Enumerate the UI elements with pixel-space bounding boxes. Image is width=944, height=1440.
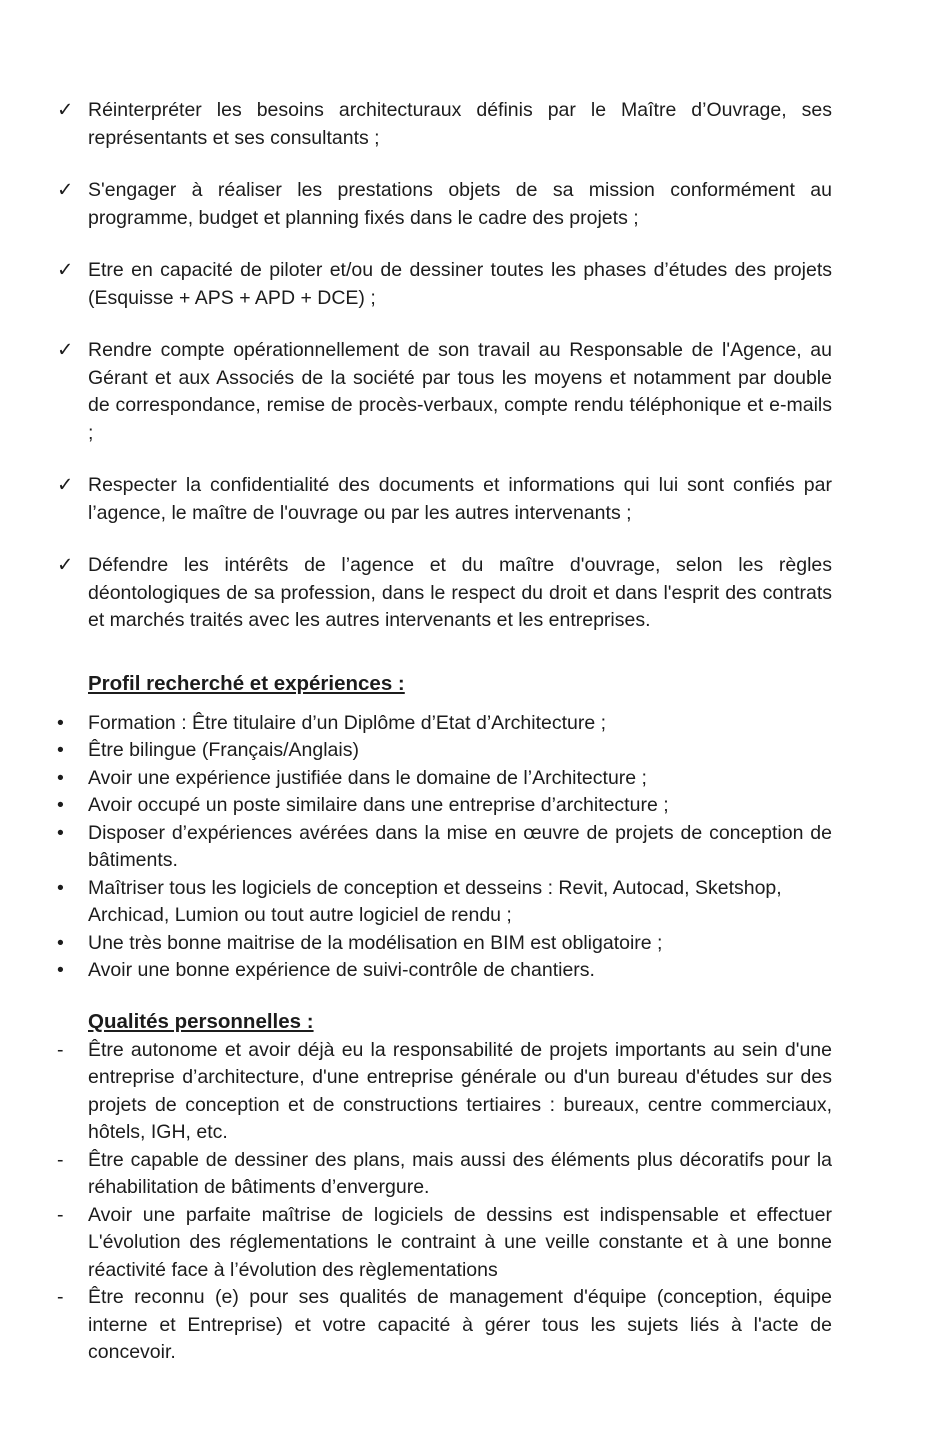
list-item (57, 1147, 832, 1202)
list-item (57, 177, 832, 232)
list-item-text: S'engager à réaliser les prestations objets de sa mission conformément au programme, budget et planning fixés dans le cadre des projets ; (88, 179, 832, 229)
list-item (57, 472, 832, 527)
profile-heading: Profil recherché et expériences : (88, 671, 405, 695)
checkmark-icon: ✓ (57, 99, 74, 121)
list-item (57, 765, 832, 793)
checkmark-icon: ✓ (57, 259, 74, 281)
list-item-text: Maîtriser tous les logiciels de conception et desseins : Revit, Autocad, Sketshop, Archicad, Lumion ou tout autre logiciel de rendu ; (88, 876, 782, 926)
list-item (57, 337, 832, 447)
bullet-icon: • (57, 739, 64, 761)
checkmark-icon: ✓ (57, 339, 74, 361)
list-item-text: Formation : Être titulaire d’un Diplôme d’Etat d’Architecture ; (88, 711, 607, 734)
qualities-heading: Qualités personnelles : (88, 1009, 314, 1033)
qualities-list (57, 1037, 832, 1367)
list-item (57, 1284, 832, 1367)
checkmark-icon: ✓ (57, 179, 74, 201)
checkmark-icon: ✓ (57, 554, 74, 576)
bullet-icon: • (57, 794, 64, 816)
list-item (57, 957, 832, 985)
list-item (57, 820, 832, 875)
list-item-text: Être capable de dessiner des plans, mais aussi des éléments plus décoratifs pour la réhabilitation de bâtiments d’envergure. (88, 1148, 832, 1198)
list-item-text: Rendre compte opérationnellement de son travail au Responsable de l'Agence, au Gérant et aux Associés de la société par tous les moyens et notamment par double de correspondance, remise de procès-verbaux, compte rendu téléphonique et e-mails ; (88, 339, 832, 444)
bullet-icon: • (57, 876, 64, 899)
list-item (57, 930, 832, 958)
list-item-text: Etre en capacité de piloter et/ou de dessiner toutes les phases d’études des projets (Esquisse + APS + APD + DCE) ; (88, 259, 832, 309)
dash-icon: - (57, 1286, 64, 1308)
bullet-icon: • (57, 959, 64, 981)
list-item (57, 1202, 832, 1285)
list-item-text: Avoir occupé un poste similaire dans une entreprise d’architecture ; (88, 794, 669, 816)
dash-icon: - (57, 1038, 64, 1061)
bullet-icon: • (57, 711, 64, 734)
list-item (57, 710, 832, 738)
list-item (57, 737, 832, 765)
list-item (57, 1037, 832, 1147)
list-item-text: Avoir une expérience justifiée dans le domaine de l’Architecture ; (88, 766, 647, 789)
list-item (57, 792, 832, 820)
list-item-text: Disposer d’expériences avérées dans la mise en œuvre de projets de conception de bâtiments. (88, 821, 832, 871)
list-item-text: Avoir une parfaite maîtrise de logiciels de dessins est indispensable et effectuer L'évolution des réglementations le contraint à une veille constante et à une bonne réactivité face à l’évolution des règlementations (88, 1203, 832, 1281)
dash-icon: - (57, 1148, 64, 1171)
checkmark-icon: ✓ (57, 474, 74, 496)
list-item-text: Être bilingue (Français/Anglais) (88, 739, 359, 761)
list-item-text: Être reconnu (e) pour ses qualités de management d'équipe (conception, équipe interne et Entreprise) et votre capacité à gérer tous les sujets liés à l'acte de concevoir. (88, 1286, 832, 1363)
list-item (57, 257, 832, 312)
bullet-icon: • (57, 931, 64, 954)
list-item (57, 875, 832, 930)
list-item-text: Défendre les intérêts de l’agence et du maître d'ouvrage, selon les règles déontologiques de sa profession, dans le respect du droit et dans l'esprit des contrats et marchés traités avec les autres intervenants et les entreprises. (88, 554, 832, 631)
dash-icon: - (57, 1203, 64, 1226)
list-item (57, 97, 832, 152)
list-item (57, 552, 832, 635)
list-item-text: Réinterpréter les besoins architecturaux définis par le Maître d’Ouvrage, ses représentants et ses consultants ; (88, 99, 832, 149)
list-item-text: Respecter la confidentialité des documents et informations qui lui sont confiés par l’agence, le maître de l'ouvrage ou par les autres intervenants ; (88, 474, 832, 524)
profile-list (57, 710, 832, 985)
bullet-icon: • (57, 766, 64, 789)
list-item-text: Une très bonne maitrise de la modélisation en BIM est obligatoire ; (88, 931, 663, 954)
list-item-text: Avoir une bonne expérience de suivi-contrôle de chantiers. (88, 959, 595, 981)
bullet-icon: • (57, 821, 64, 844)
responsibilities-list (57, 97, 832, 635)
list-item-text: Être autonome et avoir déjà eu la responsabilité de projets importants au sein d'une entreprise d’architecture, d'une entreprise générale ou d'un bureau d'études sur des projets de conception et de constructions tertiaires : bureaux, centre commerciaux, hôtels, IGH, etc. (88, 1038, 832, 1143)
